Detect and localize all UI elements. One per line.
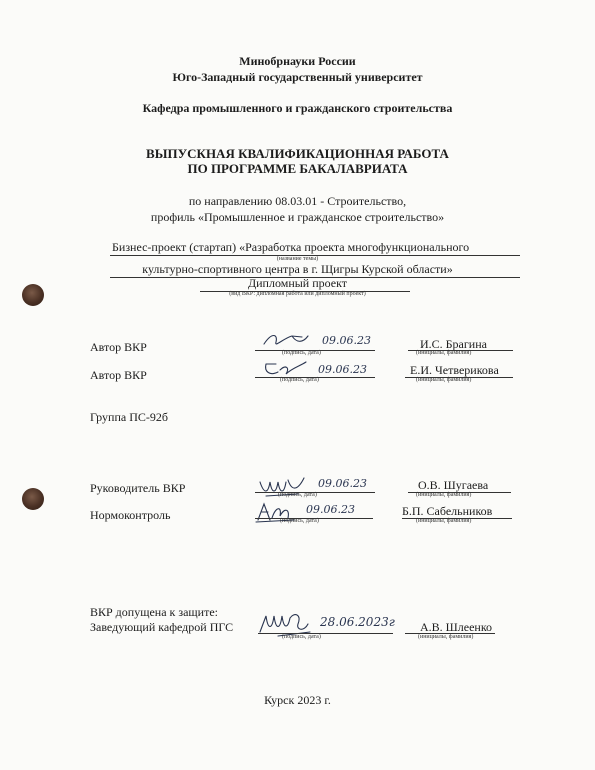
- admission-sign-line: [258, 633, 393, 634]
- supervisor-sign-caption: (подпись, дата): [278, 492, 317, 498]
- author-1-sign-date: 09.06.23: [322, 334, 371, 347]
- direction-line2: профиль «Промышленное и гражданское строительство»: [150, 210, 445, 224]
- author-2-label: Автор ВКР: [90, 368, 147, 382]
- supervisor-name: О.В. Шугаева: [418, 478, 489, 492]
- head-of-department-name: А.В. Шлеенко: [420, 620, 493, 634]
- supervisor-name-caption: (инициалы, фамилия): [416, 492, 472, 498]
- author-1-label: Автор ВКР: [90, 340, 147, 354]
- ministry-name: Минобрнауки России: [239, 54, 356, 68]
- thesis-title-line1: ВЫПУСКНАЯ КВАЛИФИКАЦИОННАЯ РАБОТА: [146, 146, 449, 161]
- admission-line2: Заведующий кафедрой ПГС: [90, 620, 234, 634]
- admission-sign-caption: (подпись, дата): [282, 634, 321, 640]
- author-2-sign-caption: (подпись, дата): [280, 377, 319, 383]
- topic-caption: (название темы): [276, 256, 319, 262]
- admission-line1: ВКР допущена к защите:: [90, 605, 218, 619]
- normcontrol-sign-date: 09.06.23: [306, 503, 355, 516]
- topic-line1: Бизнес-проект (стартап) «Разработка проекта многофункционального: [112, 240, 470, 254]
- normcontrol-name: Б.П. Сабельников: [402, 504, 493, 518]
- author-2-sign-date: 09.06.23: [318, 363, 367, 376]
- author-1-name: И.С. Брагина: [420, 337, 487, 351]
- topic-line2: культурно-спортивного центра в г. Щигры Курской области»: [142, 262, 453, 276]
- admission-name-caption: (инициалы, фамилия): [418, 634, 474, 640]
- normcontrol-label: Нормоконтроль: [90, 508, 171, 522]
- work-type: Дипломный проект: [247, 276, 348, 290]
- author-2-name: Е.И. Четверикова: [410, 363, 499, 377]
- admission-sign-date: 28.06.2023г: [320, 615, 395, 629]
- department-name: Кафедра промышленного и гражданского строительства: [142, 101, 453, 115]
- thesis-title-line2: ПО ПРОГРАММЕ БАКАЛАВРИАТА: [187, 161, 408, 176]
- university-name: Юго-Западный государственный университет: [172, 70, 423, 84]
- punch-hole-bottom: [22, 488, 44, 510]
- supervisor-sign-date: 09.06.23: [318, 477, 367, 490]
- direction-line1: по направлению 08.03.01 - Строительство,: [188, 194, 407, 208]
- supervisor-label: Руководитель ВКР: [90, 481, 186, 495]
- work-type-caption: (вид ВКР: дипломная работа или дипломный проект): [229, 291, 366, 297]
- student-group: Группа ПС-92б: [90, 410, 168, 424]
- author-1-name-caption: (инициалы, фамилия): [416, 350, 472, 356]
- author-2-name-caption: (инициалы, фамилия): [416, 377, 472, 383]
- normcontrol-name-caption: (инициалы, фамилия): [416, 518, 472, 524]
- normcontrol-sign-caption: (подпись, дата): [280, 518, 319, 524]
- city-year: Курск 2023 г.: [264, 693, 331, 707]
- author-1-sign-caption: (подпись, дата): [282, 350, 321, 356]
